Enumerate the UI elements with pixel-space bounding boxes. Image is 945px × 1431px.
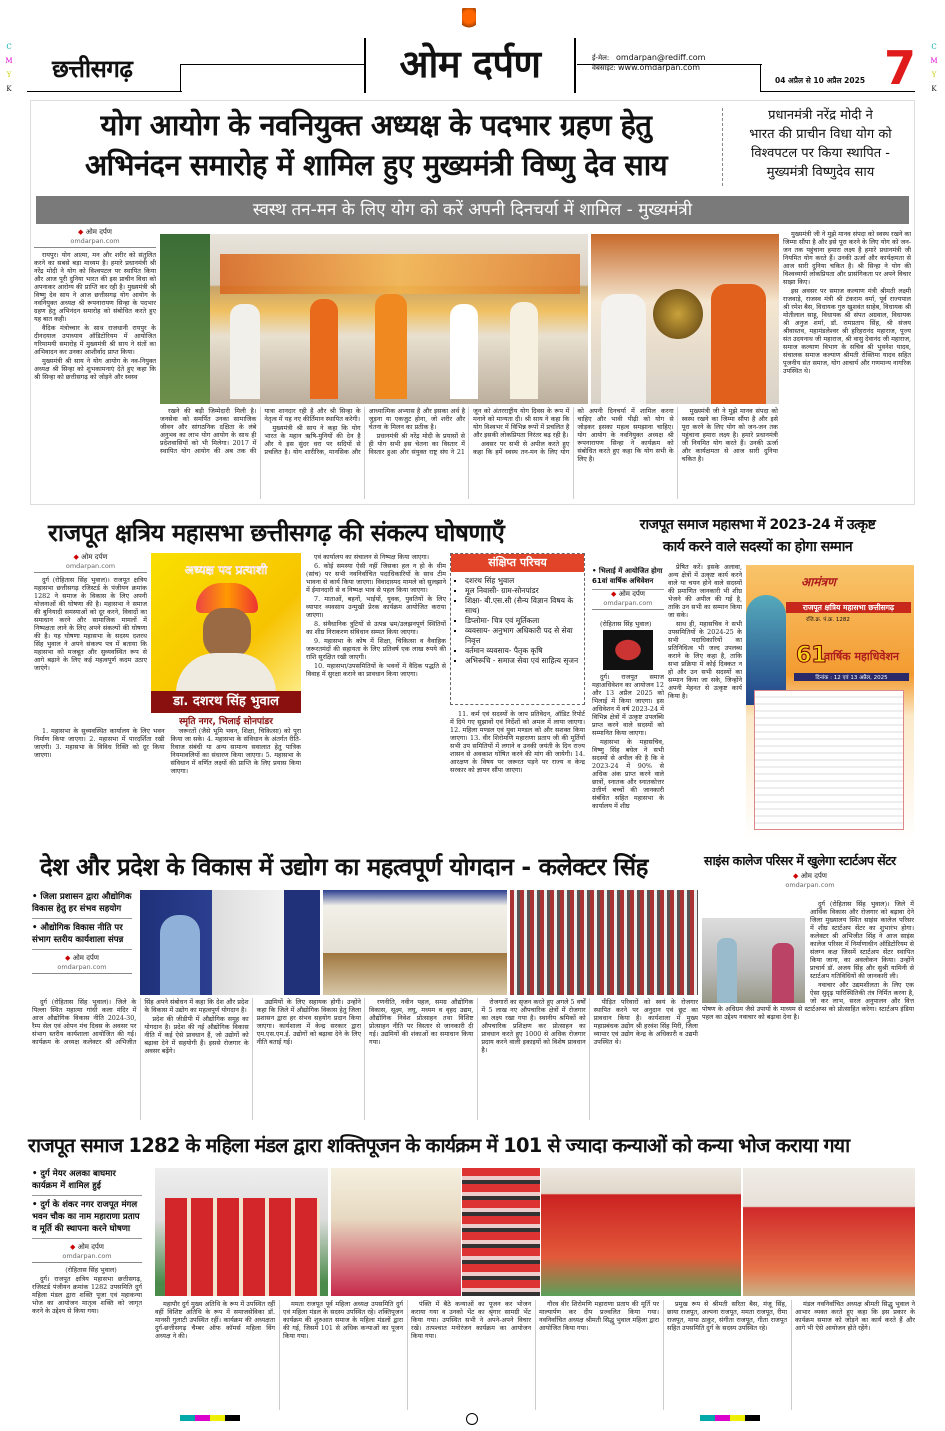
story5-columns xyxy=(155,1300,915,1410)
bullet-text: जिला प्रशासन द्वारा औद्योगिक विकास हेतु हर संभव सहयोग xyxy=(32,892,132,914)
profile-box-title: संक्षिप्त परिचय xyxy=(451,554,584,572)
side-story-text xyxy=(702,900,914,1120)
story2-headline: राजपूत क्षत्रिय महासभा छत्तीसगढ़ की संकल्प घोषणाएँ xyxy=(48,519,505,547)
poster-name: डा. दशरथ सिंह भुवाल xyxy=(151,691,301,713)
issue-date: 04 अप्रैल से 10 अप्रैल 2025 xyxy=(775,76,866,85)
email-link[interactable]: omdarpan@rediff.com xyxy=(615,53,706,62)
story2-col3 xyxy=(306,553,446,838)
story5-col1 xyxy=(32,1266,142,1376)
paragraph: उद्यमियों के लिए सहायक होगी। उन्होंने कहा कि जिले में औद्योगिक विकास हेतु जिला प्रशासन द्वारा हर संभव सहयोग प्रदान किया जाएगा। कार्यशाला में केन्द्र सरकार द्वारा एम.एस.एम.ई. उद्योगों को बढ़ावा देने के लिए नीति बताई गई। xyxy=(256,998,361,1046)
paragraph: मुख्यमंत्री जी ने मुझे मानव संपदा को स्वस्थ रखने का जिम्मा सौंपा है और इसे पूरा करने के लिए योग को जन-जन तक पहुंचाना हमारा लक्ष्य है हमारे प्रधानमंत्री जी नियमित योग करते हैं। उनकी ऊर्जा और कार्यक्षमता से आज सारी दुनिया चकित है। श्री सिन्हा ने योग की विश्वव्यापी लोकप्रियता और प्रासंगिकता पर अपने विचार साझा किए। xyxy=(783,230,911,286)
paragraph: 7. माताओं, बहनों, भाईयों, युवक, युवतियों के लिए व्यापार व्यवसाय उन्मुखी प्रेरक कार्यक्रम आयोजित कराया जाएगा। xyxy=(306,595,446,619)
paragraph: अवसर पर सभी से अपील करते हुए कहा कि हमें स्वस्थ तन-मन के लिए योग को अपनी दिनचर्या में शामिल करना चाहिए और भावी पीढ़ी को योग से जोड़कर इसका महत्व समझाना चाहिए। योग आयोग के नवनियुक्त अध्यक्ष श्री रूपनारायण सिन्हा ने कार्यक्रम को संबोधित करते हुए कहा कि योग सभी के लिए है। xyxy=(472,407,674,463)
deck-line: विश्वपटल पर किया स्थापित - xyxy=(751,146,890,161)
profile-box xyxy=(450,553,585,705)
cmyk-m: M xyxy=(930,57,938,65)
bullet: • औद्योगिक विकास नीति पर संभाग स्तरीय कार्यशाला संपन्न xyxy=(32,919,132,950)
paragraph: 9. महासभा के कोष में शिक्षा, चिकित्सा व वैवाहिक जरूरतमंदों की सहायता के लिए प्रतिवर्ष एक लाख रुपये की राशि सुरक्षित रखी जाएगी। xyxy=(306,637,446,661)
felicitation-photo xyxy=(743,1168,915,1296)
registration-circle-icon xyxy=(466,1413,478,1425)
poster-event: वार्षिक महाधिवेशन xyxy=(824,650,900,663)
paragraph: रणनीति, नवीन पहल, समग्र औद्योगिक विकास, सूक्ष्म, लघु, मध्यम व वृहद उद्यम, औद्योगिक निवेश प्रोत्साहन तथा विशिष्ट प्रोत्साहन नीति पर विस्तार से जानकारी दी गई। उद्यमियों की शंकाओं का समाधान किया गया। xyxy=(368,998,474,1046)
paragraph: मुख्यमंत्री श्री साय ने कहा कि योग भारत के महान ऋषि-मुनियों की देन है और ये इस सुंदर धरा पर सदियों से प्रचलित है। योग शारीरिक, मानसिक और आध्यात्मिक अभ्यास है और इसका अर्थ है जुड़ना या एकजुट होना, जो शरीर और चेतना के मिलन का प्रतीक है। xyxy=(264,407,465,456)
bullet: • दुर्ग के शंकर नगर राजपूत मंगल भवन चौक का नाम महाराणा प्रताप व मूर्ति की स्थापना करने घोषणा xyxy=(32,1196,142,1239)
byline-site: omdarpan.com xyxy=(62,1252,112,1260)
logo-frame xyxy=(364,38,576,93)
deck-line: प्रधानमंत्री नरेंद्र मोदी ने xyxy=(768,108,873,123)
byline-site: omdarpan.com xyxy=(57,963,107,971)
paragraph: पीड़ित परिवारों को स्वयं के रोजगार स्थापित करने पर अनुदान एवं छूट का प्रावधान किया है। कार्यशाला में मुख्य महाप्रबंधक उद्योग श्री हरवंश सिंह मिरी, जिला व्यापार एवं उद्योग केन्द्र के अधिकारी व उद्यमी उपस्थित थे। xyxy=(593,998,698,1046)
headline-line: योग आयोग के नवनियुक्त अध्यक्ष के पदभार ग्रहण हेतु xyxy=(100,108,652,142)
story1-headline xyxy=(36,105,716,185)
byline-source: ओम दर्पण xyxy=(618,590,645,598)
deck-line: मुख्यमंत्री विष्णुदेव साय xyxy=(766,165,875,180)
profile-item: ▪ दशरथ सिंह भुवाल xyxy=(465,576,584,586)
paragraph: दुर्ग (रोहितास सिंह भुवाल)। राजपूत क्षत्रिय महासभा छत्तीसगढ़ रजिस्टर्ड के पंजीयन क्रमांक 1282 ने समाज के विकास के लिए अपनी योजनाओं की घोषणा की है। महासभा ने समाज की बुनियादी समस्याओं को दूर करने, विवादों का समाधान करने और सामाजिक मामलों में निष्पक्षता लाने के लिए अपने संकल्पों की घोषणा की है। यह घोषणा महासभा के सदस्य दशरथ सिंह भुवाल ने अपने संकल्प पत्र में बताया कि महासभा को मजबूत और सुव्यवस्थित रूप से आगे बढ़ाने के लिए कई महत्वपूर्ण कदम उठाए जाएंगे। xyxy=(34,576,147,672)
story3-bullet: • भिलाई में आयोजित होगा 61वां वार्षिक अधिवेशन xyxy=(592,563,664,590)
cmyk-y: Y xyxy=(931,71,937,79)
paragraph: 10. महासभा/उपसमितियों के भवनों में वैदिक पद्धति से विवाह में सुरक्षा कराने का प्रावधान किया जाएगा। xyxy=(306,662,446,678)
profile-item: ▪ डिप्लोमा- चित्र एवं मूर्तिकला xyxy=(465,616,584,626)
byline: ◆ ओम दर्पण omdarpan.com xyxy=(592,590,664,610)
deck-line: भारत की प्राचीन विधा योग को xyxy=(749,127,892,142)
poster-caption: स्मृति नगर, भिलाई सोनपांडर xyxy=(179,717,273,727)
byline-site: omdarpan.com xyxy=(785,881,835,889)
paragraph: रखने की बड़ी जिम्मेदारी मिली है। जनसेवा को समर्पित उनका सामाजिक जीवन और सांगठनिक दक्षिता के लंबे अनुभव का लाभ योग आयोग के साथ ही प्रदेशवासियों को भी मिलेगा। 2017 में स्थापित योग आयोग की अब तक की यात्रा शानदार रही है और श्री सिन्हा के नेतृत्व में यह नए कीर्तिमान स्थापित करेगी। xyxy=(160,407,361,455)
cmyk-c: C xyxy=(6,43,12,51)
paragraph: रोजगारों का सृजन करते हुए अगले 5 वर्षों में 5 लाख नए औपचारिक क्षेत्रों में रोजगार का लक्ष्य रखा गया है। स्थानीय श्रमिकों को औपचारिक प्रशिक्षण कर प्रोत्साहन का प्रावधान करते हुए 1000 से अधिक रोजगार प्रदाय करने वाली इकाइयों को विशेष प्रावधान है। xyxy=(481,998,586,1054)
story3-col1 xyxy=(592,620,664,838)
paragraph: महापौर दुर्ग मुख्य अतिथि के रूप में उपस्थित रहीं वहीं विशिष्ट अतिथि के रूप में समाजसेविका डॉ. मानसी गुलाटी उपस्थित रहीं। कार्यक्रम की अध्यक्षता दुर्ग-छत्तीसगढ़ चैम्बर ऑफ कॉमर्स महिला विंग अध्यक्ष ने की। xyxy=(155,1300,275,1340)
paragraph: (रोहितास सिंह भुवाल) xyxy=(600,620,652,628)
paragraph: 1. महासभा के सुव्यवस्थित कार्यालय के लिए भवन निर्माण किया जाएगा। 2. महासभा में पारदर्शिता रखी जाएगी। 3. महासभा के विविध रिक्ति को दूर किया जाएगा। xyxy=(34,727,165,759)
story2-columns xyxy=(34,727,301,837)
bullet-text: औद्योगिक विकास नीति पर संभाग स्तरीय कार्यशाला संपन्न xyxy=(32,923,124,945)
cmyk-k: K xyxy=(6,85,12,93)
registration-marks-left xyxy=(4,40,14,96)
byline-site: omdarpan.com xyxy=(65,562,116,570)
story1-deck xyxy=(728,106,913,182)
bullet: • जिला प्रशासन द्वारा औद्योगिक विकास हेतु हर संभव सहयोग xyxy=(32,888,132,919)
web-label: वेबसाइट: xyxy=(592,64,616,72)
paragraph: गौरव वीर शिरोमणि महाराणा प्रताप की मूर्ति पर माल्यार्पण कर दीप प्रज्वलित किया गया। नवनिर्वाचित अध्यक्ष श्रीमती सिद्धु भुवाल महिला द्वारा आयोजित किया गया। xyxy=(539,1300,659,1332)
paragraph: पंक्ति में बैठे कन्याओं का पूजन कर भोजन कराया गया व उनको भेंट का श्रृंगार सामग्री भेंट किया गया। उपस्थित सभी ने अपने-अपने विचार रखे। तत्पश्चात मनोरंजन कार्यक्रम का आयोजन किया गया। xyxy=(411,1300,531,1340)
paragraph: दुर्ग। राजपूत क्षत्रिय महासभा छत्तीसगढ़, रजिस्टर्ड पंजीयन क्रमांक 1282 उपसमिति दुर्ग महिला मंडल द्वारा शक्ति पूजा एवं महाकन्या भोज का आयोजन मातृत्व शक्ति को जागृत करने के उद्देश्य से किया गया। xyxy=(32,1275,142,1315)
candidate-poster xyxy=(151,553,301,713)
paragraph: 6. कोई समस्या ऐसी नहीं जिसका हल न हो के थीम (सांच) पर सभी नवनिर्वाचित पदाधिकारियों के साथ टीम भावना से कार्य किया जाएगा। विवादास्पद मामले को सुलझाने में ईमानदारी से व निष्पक्ष भाव से पहल किया जाएगा। xyxy=(306,562,446,594)
paragraph: साथ ही, महासचिव ने सभी उपसमितियों के 2024-25 के सभी पदाधिकारियों का प्रतिनिधित्व भी जल्द उपलब्ध कराने के लिए कहा है, ताकि सभा प्रक्रिया में कोई दिक्कत न हो और उन सभी सदस्यों का सम्मान किया जा सके, जिन्होंने अपनी मेहनत से उत्कृष्ट कार्य किया है। xyxy=(668,620,742,700)
byline-site: omdarpan.com xyxy=(70,237,120,245)
website-link[interactable]: www.omdarpan.com xyxy=(618,63,701,72)
story5-headline: राजपूत समाज 1282 के महिला मंडल द्वारा शक्तिपूजन के कार्यक्रम में 101 से ज्यादा कन्याओं को कन्या भोज कराया गया xyxy=(28,1134,850,1157)
story3-col2 xyxy=(668,563,742,838)
stage-photo xyxy=(323,890,507,995)
poster-invite: आमंत्रण xyxy=(801,575,836,589)
startup-photo xyxy=(702,918,805,1003)
speaker-photo xyxy=(140,890,320,995)
byline-source: ओम दर्पण xyxy=(800,872,827,880)
cmyk-k: K xyxy=(931,85,937,93)
paragraph: (रोहितास सिंह भुवाल) xyxy=(65,1266,117,1274)
story3-headline xyxy=(600,514,915,558)
poster-date: दिनांक : 12 एवं 13 अप्रैल, 2025 xyxy=(794,673,909,681)
paragraph: 8. संवैधानिक त्रुटियों से उत्पन्न भ्रम/उलझनपूर्ण स्थितियों का शीघ्र निराकरण संविधान सम्मत किया जाएगा। xyxy=(306,620,446,636)
story2-col4 xyxy=(450,710,585,838)
puja-ceremony-photo xyxy=(541,1168,741,1296)
poster-title: अध्यक्ष पद प्रत्याशी xyxy=(184,563,268,577)
paragraph: इस अवसर पर समाज कल्याण मंत्री श्रीमती लक्ष्मी राजवाड़े, राजस्व मंत्री श्री टंकराम वर्मा, पूर्व राज्यपाल श्री रमेश बैस, विधायक गुरु खुशवंत साहेब, विधायक श्री मोतीलाल साहू, विधायक श्री संपत अग्रवाल, विधायक श्री अनुज शर्मा, डॉ. रामप्रताप सिंह, श्री संजय श्रीवास्तव, महामंडलेश्वर श्री हरिहरानंद महाराज, पूज्य संत उदयनाथ जी महाराज, श्री वासु देवानंद जी महाराज, समाज कल्याण विभाग के सचिव श्री भुवनेश यादव, संचालक समाज कल्याण श्रीमती रोक्तिमा यादव सहित पूजनीय संत समाज, योग आचार्य और गणमान्य नागरिक उपस्थित थे। xyxy=(783,287,911,375)
headline-line: अभिनंदन समारोह में शामिल हुए मुख्यमंत्री विष्णु देव साय xyxy=(84,148,668,182)
paragraph: मंडल नवनिर्वाचित अध्यक्ष श्रीमती सिद्धु भुवाल ने आभार व्यक्त करते हुए कहा कि इस प्रकार के कार्यक्रम समाज को जोड़ने का कार्य करते हैं और आगे भी ऐसे आयोजन होते रहेंगे। xyxy=(795,1300,915,1332)
side-headline: साइंस कालेज परिसर में खुलेगा स्टार्टअप सेंटर xyxy=(704,853,896,868)
cmyk-m: M xyxy=(5,57,13,65)
story4-columns xyxy=(32,998,698,1120)
paragraph: एवं कार्यालय का संचालन से निष्पक्ष किया जाएगा। xyxy=(314,553,430,561)
headline-line: राजपूत समाज महासभा में 2023-24 में उत्कृष्ट xyxy=(639,517,876,533)
poster-org: राजपूत क्षत्रिय महासभा छत्तीसगढ़ xyxy=(786,602,911,613)
paragraph: ममता राजपूत पूर्व महिला अध्यक्ष उपसमिति दुर्ग एवं महिला मंडल के सदस्य उपस्थित रहे। शक्तिपूजन कार्यक्रम की शुरुआत समाज के महिला मंडलों द्वारा की गई, जिसमें 101 से अधिक कन्याओं का पूजन किया गया। xyxy=(283,1300,403,1340)
paragraph: रायपुर। योग आत्मा, मन और शरीर को संतुलित करने का सबसे बड़ा माध्यम है। हमारे प्रधानमंत्री श्री नरेंद्र मोदी ने योग को विश्वपटल पर स्थापित किया और आज पूरी दुनिया भारत की इस प्राचीन विधा को अपनाकर आरोग्य की प्राप्ति कर रही है। मुख्यमंत्री श्री विष्णु देव साय ने आज छत्तीसगढ़ योग आयोग के नवनियुक्त अध्यक्ष श्री रूपनारायण सिन्हा के पदभार ग्रहण हेतु अभिनंदन समारोह को संबोधित करते हुए यह बात कही। xyxy=(34,251,156,323)
paragraph: महासभा के महासचिव, विष्णु सिंह बघेल ने सभी सदस्यों से अपील की है कि वे 2023-24 में 90% से अधिक अंक प्राप्त करने वाले छात्रों, स्नातक और स्नातकोत्तर उत्तीर्ण बच्चों की जानकारी संबंधित सहित महासभा के कार्यालय में शीघ्र xyxy=(592,738,664,810)
emblem-logo xyxy=(603,630,653,670)
color-bar xyxy=(700,1415,760,1421)
paragraph: प्रेषित करें। इसके अलावा, अन्य क्षेत्रों में उत्कृष्ट कार्य करने वाले या चयन होने वाले सदस्यों की प्रमाणित जानकारी भी शीघ्र भेजने की अपील की गई है, ताकि उन सभी का सम्मान किया जा सके। xyxy=(668,563,742,619)
story1-banner: स्वस्थ तन-मन के लिए योग को करें अपनी दिनचर्या में शामिल - मुख्यमंत्री xyxy=(36,196,909,224)
section-state: छत्तीसगढ़ xyxy=(52,55,133,83)
ceremony-photo xyxy=(160,234,588,404)
color-bar xyxy=(180,1415,240,1421)
trophy-icon xyxy=(653,289,703,339)
lamp-icon xyxy=(462,8,476,30)
story2-col1 xyxy=(34,576,147,726)
byline: ◆ ओम दर्पण omdarpan.com xyxy=(34,553,147,573)
award-photo xyxy=(591,234,779,404)
poster-number: 61 xyxy=(796,643,827,668)
paragraph: प्रदेश की जीडीपी में औद्योगिक समूह का योगदान है। प्रदेश की नई औद्योगिक विकास नीति में कई ऐसे प्रावधान हैं, जो उद्योगों को बढ़ावा देने में सहयोगी हैं। इससे रोजगार के अवसर बढ़ेंगे। xyxy=(144,1015,249,1055)
byline-site: omdarpan.com xyxy=(603,599,653,607)
womens-group-photo xyxy=(155,1168,328,1296)
story5-bullets xyxy=(32,1165,142,1376)
byline: ◆ ओम दर्पण omdarpan.com xyxy=(760,872,860,891)
page-number: 7 xyxy=(884,41,917,95)
byline-source: ओम दर्पण xyxy=(81,553,108,561)
profile-item: ▪ अभिरूचि - समाज सेवा एवं साहित्य सृजन xyxy=(465,656,584,666)
bullet-text: भिलाई में आयोजित होगा 61वां वार्षिक अधिवेशन xyxy=(592,567,663,585)
audience-photo xyxy=(510,890,698,995)
paragraph: वैदिक मंत्रोच्चार के साथ राजधानी रायपुर के दीनदयाल उपाध्याय ऑडिटोरियम में आयोजित गरिमामयी समारोह में मुख्यमंत्री श्री साय ने संतों का अभिवादन कर उनका आशीर्वाद प्राप्त किया। xyxy=(34,324,156,356)
paragraph: नवाचार और उद्यमशीलता के लिए एक ऐसा सुदृढ़ पारिस्थितिकी तंत्र निर्मित करना है, जो कर लाभ, सरल अनुपालन और वित्त पोषण के अधिग्रम जैसे उपायों के माध्यम से स्टार्टअप्स को प्रोत्साहित करेगा। स्टार्टअप इंडिया पहल का उद्देश्य नवाचार को बढ़ावा देना है। xyxy=(702,981,914,1021)
story1-right-col xyxy=(783,230,911,500)
registration-marks-right xyxy=(929,40,939,96)
contact-block xyxy=(592,53,705,73)
story4-headline: देश और प्रदेश के विकास में उद्योग का महत्वपूर्ण योगदान - कलेक्टर सिंह xyxy=(40,853,648,881)
bullet-text: दुर्ग के शंकर नगर राजपूत मंगल भवन चौक का नाम महाराणा प्रताप व मूर्ति की स्थापना करने घोषणा xyxy=(32,1200,140,1234)
paragraph: प्रधानमंत्री श्री नरेंद्र मोदी के प्रयासों से ही योग सभी इस चेतना का विस्तार में विस्तार हुआ और संयुक्त राष्ट्र संघ ने 21 जून को अंतरराष्ट्रीय योग दिवस के रूप में मनाने को मान्यता दी। श्री साय ने कहा कि योग विश्वभर में विभिन्न रूपों में प्रचलित है और इसकी लोकप्रियता निरंतर बढ़ रही है। xyxy=(368,407,570,456)
paragraph: मुख्यमंत्री जी ने मुझे मानव संपदा को स्वस्थ रखने का जिम्मा सौंपा है और इसे पूरा करने के लिए योग को जन-जन तक पहुंचाना हमारा लक्ष्य है। हमारे प्रधानमंत्री जी नियमित योग करते हैं। उनकी ऊर्जा और कार्यक्षमता से आज सारी दुनिया चकित है। xyxy=(681,407,778,463)
byline: ◆ ओम दर्पण omdarpan.com xyxy=(34,228,156,248)
paragraph: प्रमुख रूप से श्रीमती सरिता बैस, मंजू सिंह, छाया राजपूत, अल्पना राजपूत, ममता राजपूत, रीमा राजपूत, माया ठाकुर, संगीता राजपूत, गीता राजपूत सहित उपसमिति दुर्ग के सदस्य उपस्थित रहे। xyxy=(667,1300,787,1332)
byline: ◆ ओम दर्पण omdarpan.com xyxy=(32,954,132,974)
byline-source: ओम दर्पण xyxy=(85,228,112,236)
paragraph: 11. कर्म एवं सदस्यों के जाप प्रतिवेदन, ऑडिट रिपोर्ट में दिये गए सुझावों एवं निर्देशों को अमल में लाया जाएगा। 12. महिला मण्डल एवं युवा मण्डल को और सशक्त किया जाएगा। 13. वीर शिरोमणि महाराणा प्रताप जी की मूर्तियाँ सभी उप समितियों में लगाने व उनकी जयंती के दिन राज्य शासन से अवकाश घोषित करने की मांग की जायेगी। 14. आरक्षण के विषय पर जरूरत पड़ने पर राज्य व केन्द्र सरकार को ज्ञापन सौंपा जाएगा। xyxy=(450,710,585,774)
paragraph: मुख्यमंत्री श्री साय ने योग आयोग के नव-नियुक्त अध्यक्ष श्री सिन्हा को शुभकामनाएं देते हुए कहा कि श्री सिन्हा को छत्तीसगढ़ को जोड़ने और स्वस्थ xyxy=(34,357,156,381)
story1-columns xyxy=(160,407,778,499)
headline-line: कार्य करने वाले सदस्यों का होगा सम्मान xyxy=(662,539,853,555)
cmyk-c: C xyxy=(931,43,937,51)
paragraph: दुर्ग। राजपूत समाज महाअधिवेशन का आयोजन 12 और 13 अप्रैल 2025 को भिलाई में किया जाएगा। इस अधिवेशन में वर्ष 2023-24 में विभिन्न क्षेत्रों में उत्कृष्ट उपलब्धि प्राप्त करने वाले सदस्यों को सम्मानित किया जाएगा। xyxy=(592,673,664,737)
byline: ◆ ओम दर्पण omdarpan.com xyxy=(32,1243,142,1263)
shakti-puja-photo xyxy=(331,1168,461,1296)
profile-item: ▪ व्यवसाय- अनुभाग अधिकारी पद से सेवा निवृत्त xyxy=(465,626,584,646)
story4-bullets xyxy=(32,888,132,977)
byline-source: ओम दर्पण xyxy=(72,954,99,962)
cmyk-y: Y xyxy=(6,71,12,79)
email-label: ई-मेल: xyxy=(592,54,610,62)
profile-item: ▪ शिक्षा- बी.एस.सी (सैन्य विज्ञान विषय के साथ) xyxy=(465,596,584,616)
paragraph: दुर्ग (रोहितास सिंह भुवाल)। जिले में आर्थिक विकास और रोजगार को बढ़ावा देने जिला मुख्यालय स्थित साइंस कालेज परिसर में शीघ्र स्टार्टअप सेंटर का शुभारंभ होगा। कलेक्टर श्री अभिजीत सिंह ने आज साइंस कालेज परिसर में निर्माणाधीन ऑडिटोरियम से संलग्न कक्ष जिसमें स्टार्टअप सेंटर स्थापित किया जाना, का अवलोकन किया। उन्होंने प्राचार्य डॉ. अजय सिंह और सुश्री यामिनी से स्टार्टअप गतिविधियों की जानकारी ली। xyxy=(810,900,914,980)
bullet-text: दुर्ग मेयर अलका बाघमार कार्यक्रम में शामिल हुई xyxy=(32,1169,116,1191)
paragraph: दुर्ग (रोहितास सिंह भुवाल)। जिले के पिल्ला स्थित महात्मा गांधी कला मंदिर में आज औद्योगिक विकास नीति 2024-30, रैम्प सेल एवं ओपन मंच दिवस के अवसर पर संभाग स्तरीय कार्यशाला आयोजित की गई। कार्यक्रम के अध्यक्ष कलेक्टर श्री अभिजीत सिंह अपने संबोधन में कहा कि देश और प्रदेश के विकास में उद्योग का महत्वपूर्ण योगदान है। xyxy=(32,998,249,1046)
story1-col1 xyxy=(34,251,156,496)
kanya-bhoj-photo xyxy=(462,1168,540,1296)
paragraph: जरूरतों (जैसे भूमि भवन, शिक्षा, चिकित्सा) को पूरा किया जा सके। 4. महासभा के संविधान के अंतर्गत रीति-रिवाज संबंधी या अन्य सामान्य सवालात हेतु पात्रिक नियमावलियों का संधारण किया जाएगा। 5. महासभा के संविधान में वर्णित लक्ष्यों की प्राप्ति के लिए प्रयास किया जाएगा। xyxy=(170,727,301,775)
byline-source: ओम दर्पण xyxy=(77,1243,104,1251)
profile-item: ▪ मूल निवासी- ग्राम-सोनपांडर xyxy=(465,586,584,596)
convention-poster xyxy=(746,565,914,840)
poster-reg: रजि.क्र. पं.क्र. 1282 xyxy=(806,617,850,623)
profile-item: ▪ वर्तमान व्यवसाय- पैतृक कृषि xyxy=(465,646,584,656)
logo: ओम दर्पण xyxy=(399,42,541,86)
bullet: • दुर्ग मेयर अलका बाघमार कार्यक्रम में शामिल हुई xyxy=(32,1165,142,1196)
